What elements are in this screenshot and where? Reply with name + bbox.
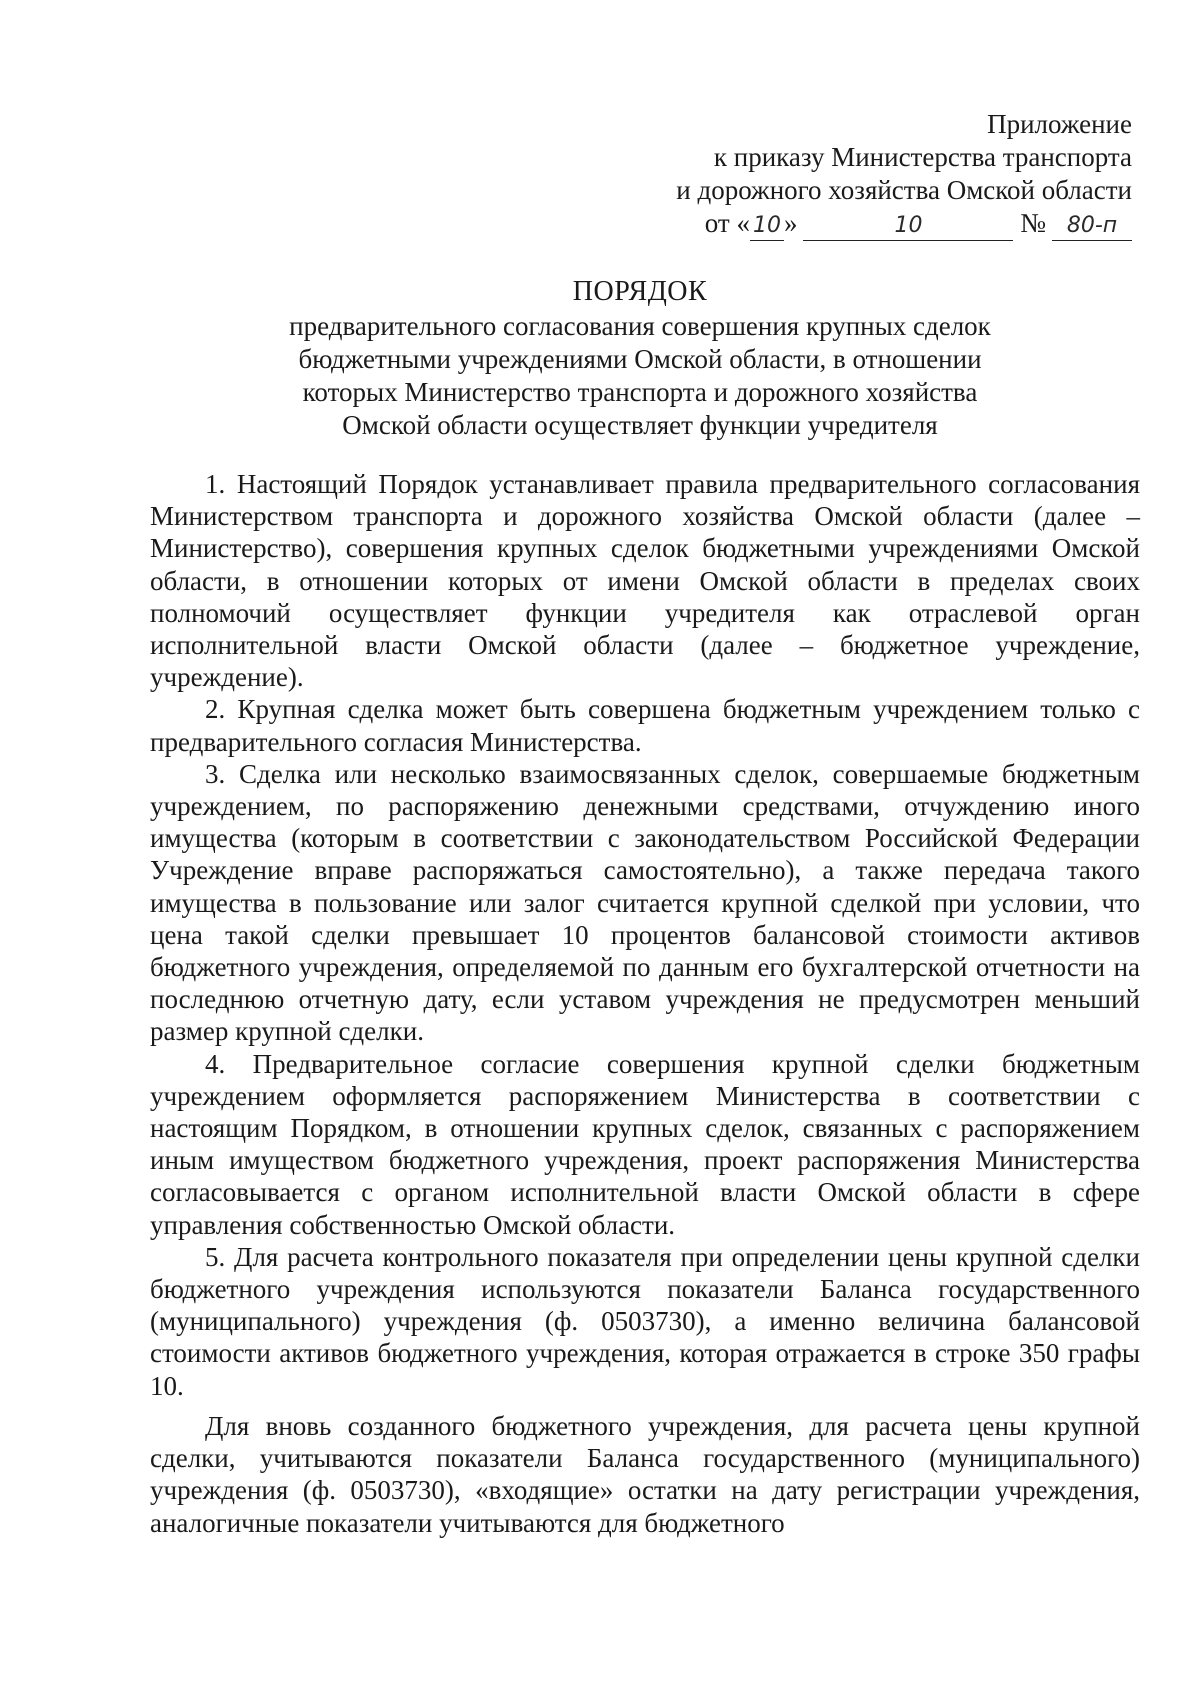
paragraph-5: 5. Для расчета контрольного показателя при определении цены крупной сделки бюджетного учреждения используются показатели Баланса государственного (муниципального) учреждения (ф. 0503730), а именно величина балансовой стоимости активов бюджетного учреждения, которая отражается в строке 350 графы 10. [150,1241,1140,1401]
appendix-header [532,108,1132,241]
document-subtitle-line: которых Министерство транспорта и дорожного хозяйства [302,377,978,407]
document-subtitle-line: бюджетными учреждениями Омской области, в отношении [298,344,982,374]
order-date-number-line [532,207,1132,241]
date-month-handwritten: 10 [803,212,1013,241]
document-title: ПОРЯДОК [572,276,708,307]
order-number-handwritten: 80-п [1052,212,1132,241]
paragraph-4: 4. Предварительное согласие совершения крупной сделки бюджетным учреждением оформляется распоряжением Министерства в соответствии с настоящим Порядком, в отношении крупных сделок, связанных с распоряжением иным имуществом бюджетного учреждения, проект распоряжения Министерства согласовывается с органом исполнительной власти Омской области в сфере управления собственностью Омской области. [150,1048,1140,1240]
paragraph-3: 3. Сделка или несколько взаимосвязанных сделок, совершаемые бюджетным учреждением, по распоряжению денежными средствами, отчуждению иного имущества (которым в соответствии с законодательством Российской Федерации Учреждение вправе распоряжаться самостоятельно), а также передача такого имущества в пользование или залог считается крупной сделкой при условии, что цена такой сделки превышает 10 процентов балансовой стоимости активов бюджетного учреждения, определяемой по данным его бухгалтерской отчетности на последнюю отчетную дату, если уставом учреждения не предусмотрен меньший размер крупной сделки. [150,758,1140,1047]
document-body [150,468,1140,1539]
paragraph-new-institution: Для вновь созданного бюджетного учреждения, для расчета цены крупной сделки, учитываются показатели Баланса государственного (муниципального) учреждения (ф. 0503730), «входящие» остатки на дату регистрации учреждения, аналогичные показатели учитываются для бюджетного [150,1410,1140,1538]
paragraph-2: 2. Крупная сделка может быть совершена бюджетным учреждением только с предварительного согласия Министерства. [150,694,1140,757]
order-reference-line: к приказу Министерства транспорта [713,142,1132,172]
paragraph-1: 1. Настоящий Порядок устанавливает правила предварительного согласования Министерством транспорта и дорожного хозяйства Омской области (далее – Министерство), совершения крупных сделок бюджетными учреждениями Омской области, в отношении которых от имени Омской области в пределах своих полномочий осуществляет функции учредителя как отраслевой орган исполнительной власти Омской области (далее – бюджетное учреждение, учреждение). [150,469,1140,693]
date-day-handwritten: 10 [750,212,784,241]
document-subtitle-line: предварительного согласования совершения крупных сделок [289,311,991,341]
ministry-line: и дорожного хозяйства Омской области [676,175,1132,205]
appendix-label: Приложение [987,109,1132,139]
document-title-block [150,275,1130,442]
date-quote-close: » [783,208,798,238]
date-prefix: от « [704,208,750,238]
document-subtitle-line: Омской области осуществляет функции учредителя [342,410,938,440]
number-label: № [1020,208,1046,238]
